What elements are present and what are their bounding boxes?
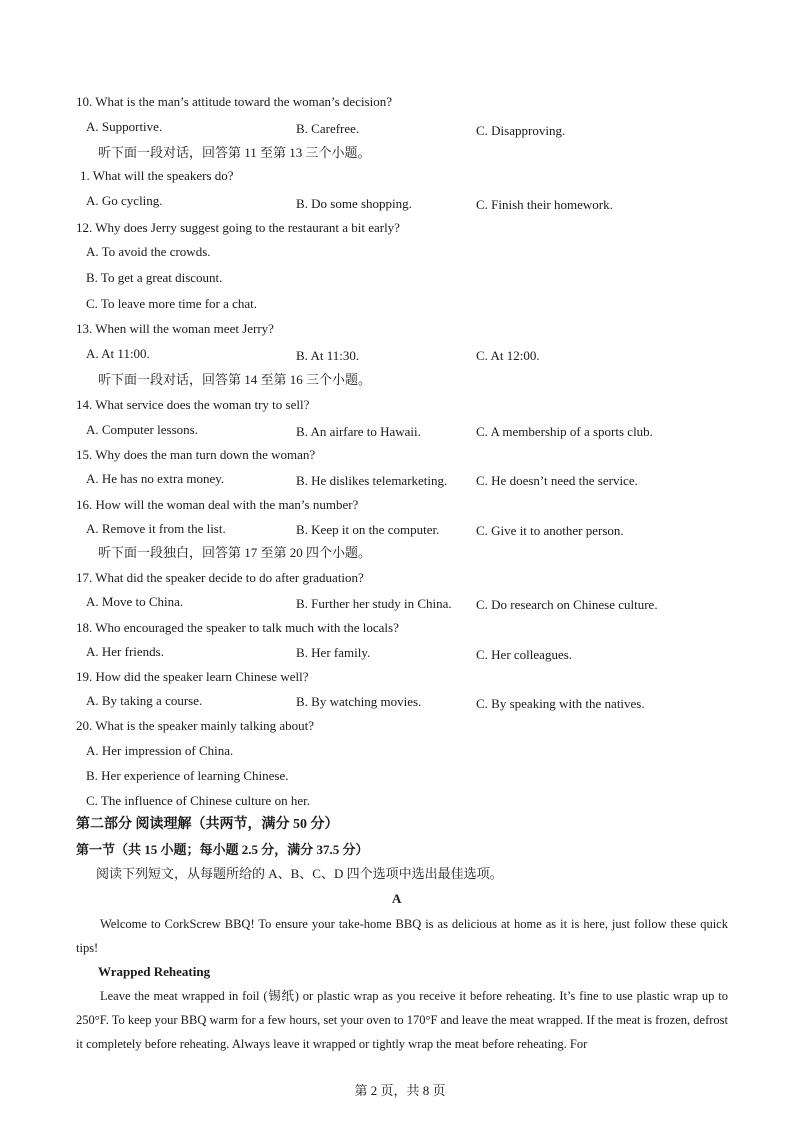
question-20-stem: 20. What is the speaker mainly talking about? [76, 718, 315, 733]
question-16-stem: 16. How will the woman deal with the man’s number? [76, 497, 359, 512]
question-12-option-a: A. To avoid the crowds. [86, 244, 211, 259]
question-19-option-a: A. By taking a course. [86, 693, 203, 708]
question-17-option-c: C. Do research on Chinese culture. [476, 597, 658, 612]
question-16-option-a: A. Remove it from the list. [86, 521, 226, 536]
question-20-option-b: B. Her experience of learning Chinese. [86, 768, 289, 783]
question-10-option-b: B. Carefree. [296, 121, 360, 136]
question-10-stem: 10. What is the man’s attitude toward the woman’s decision? [76, 94, 393, 109]
question-13-stem: 13. When will the woman meet Jerry? [76, 321, 274, 336]
question-15-stem: 15. Why does the man turn down the woman? [76, 447, 316, 462]
question-12-option-b: B. To get a great discount. [86, 270, 223, 285]
question-16-option-b: B. Keep it on the computer. [296, 522, 440, 537]
passage-label: A [392, 891, 402, 906]
question-10-option-a: A. Supportive. [86, 119, 163, 134]
question-20-option-a: A. Her impression of China. [86, 743, 234, 758]
question-13-option-b: B. At 11:30. [296, 348, 360, 363]
question-18-option-b: B. Her family. [296, 645, 371, 660]
question-11-option-b: B. Do some shopping. [296, 196, 412, 211]
instruction-11-13: 听下面一段对话，回答第 11 至第 13 三个小题。 [98, 145, 371, 160]
question-14-option-b: B. An airfare to Hawaii. [296, 424, 421, 439]
question-11-option-a: A. Go cycling. [86, 193, 163, 208]
question-19-option-b: B. By watching movies. [296, 694, 422, 709]
section-1-title: 第一节（共 15 小题；每小题 2.5 分，满分 37.5 分） [76, 842, 369, 857]
passage-intro: Welcome to CorkScrew BBQ! To ensure your take-home BBQ is as delicious at home as it is here, just follow these quick tips! [76, 917, 728, 955]
question-11-stem: 1. What will the speakers do? [80, 168, 234, 183]
question-11-option-c: C. Finish their homework. [476, 197, 613, 212]
question-17-stem: 17. What did the speaker decide to do after graduation? [76, 570, 364, 585]
question-10-option-c: C. Disapproving. [476, 123, 566, 138]
part-2-title: 第二部分 阅读理解（共两节，满分 50 分） [76, 817, 339, 832]
question-13-option-c: C. At 12:00. [476, 348, 540, 363]
question-15-option-c: C. He doesn’t need the service. [476, 473, 638, 488]
question-15-option-a: A. He has no extra money. [86, 471, 225, 486]
question-18-option-c: C. Her colleagues. [476, 647, 573, 662]
question-14-option-a: A. Computer lessons. [86, 422, 198, 437]
question-18-option-a: A. Her friends. [86, 644, 164, 659]
instruction-17-20: 听下面一段独白，回答第 17 至第 20 四个小题。 [98, 545, 372, 560]
question-17-option-b: B. Further her study in China. [296, 596, 452, 611]
passage-subheading: Wrapped Reheating [98, 964, 211, 979]
question-15-option-b: B. He dislikes telemarketing. [296, 473, 448, 488]
question-16-option-c: C. Give it to another person. [476, 523, 624, 538]
instruction-14-16: 听下面一段对话，回答第 14 至第 16 三个小题。 [98, 372, 372, 387]
page-footer: 第 2 页，共 8 页 [354, 1083, 446, 1098]
question-20-option-c: C. The influence of Chinese culture on her. [86, 793, 310, 808]
question-19-stem: 19. How did the speaker learn Chinese well? [76, 669, 309, 684]
question-12-stem: 12. Why does Jerry suggest going to the restaurant a bit early? [76, 220, 400, 235]
question-14-stem: 14. What service does the woman try to sell? [76, 397, 310, 412]
passage-body: Leave the meat wrapped in foil (锡纸) or plastic wrap as you receive it before reheating. It’s fine to use plastic wrap up to 250°F. To keep your BBQ warm for a few hours, set your oven to 170°F and leave the meat wrapped. If the meat is frozen, defrost it completely before reheating. Always leave it wrapped or tightly wrap the meat before reheating. For [76, 989, 728, 1051]
question-18-stem: 18. Who encouraged the speaker to talk much with the locals? [76, 620, 399, 635]
question-17-option-a: A. Move to China. [86, 594, 184, 609]
question-13-option-a: A. At 11:00. [86, 346, 150, 361]
question-12-option-c: C. To leave more time for a chat. [86, 296, 258, 311]
question-19-option-c: C. By speaking with the natives. [476, 696, 645, 711]
section-1-instruction: 阅读下列短文，从每题所给的 A、B、C、D 四个选项中选出最佳选项。 [96, 866, 503, 881]
question-14-option-c: C. A membership of a sports club. [476, 424, 653, 439]
